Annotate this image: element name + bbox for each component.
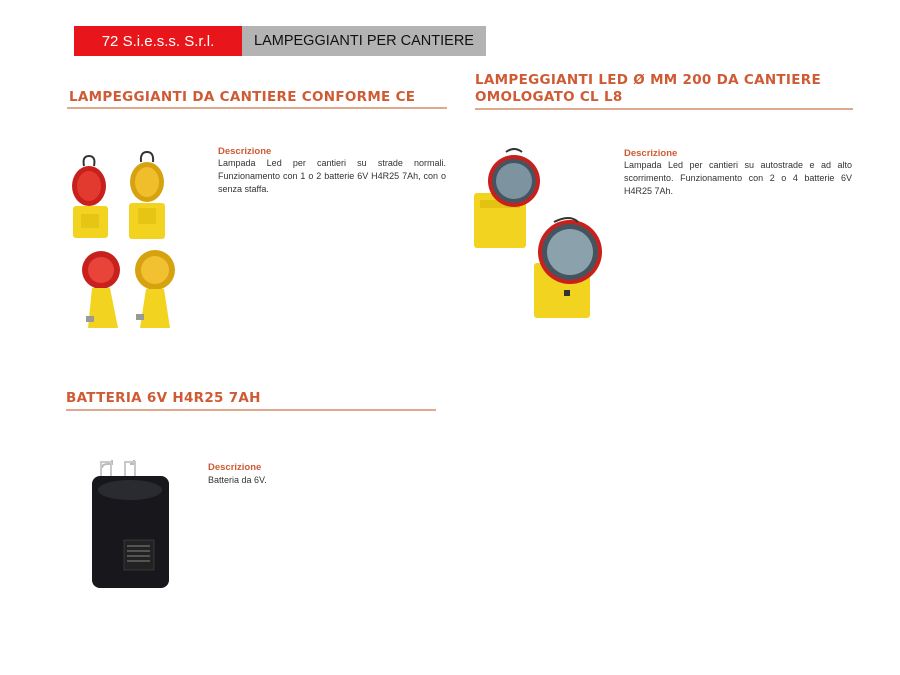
description-label: Descrizione — [208, 462, 262, 473]
section-divider — [67, 107, 447, 109]
ce-warning-lamps-image — [66, 148, 184, 338]
category-tab: LAMPEGGIANTI PER CANTIERE — [242, 26, 486, 56]
section-title-ce-lamps: LAMPEGGIANTI DA CANTIERE CONFORME CE — [69, 89, 416, 105]
battery-image — [90, 460, 172, 590]
section-divider — [66, 409, 436, 411]
yellow-lamp-icon — [129, 152, 165, 239]
section-title-led-lamps: LAMPEGGIANTI LED Ø MM 200 DA CANTIERE OMOLOGATO CL L8 — [475, 72, 821, 105]
led-200mm-lamps-image — [470, 148, 605, 323]
red-lamp-icon — [72, 156, 108, 238]
section-title-battery: BATTERIA 6V H4R25 7AH — [66, 390, 261, 406]
yellow-lamp-bracket-icon — [135, 250, 175, 328]
description-label: Descrizione — [218, 146, 272, 157]
page-number-company-tab: 72 S.i.e.s.s. S.r.l. — [74, 26, 242, 56]
section-divider — [475, 108, 853, 110]
led-lamp-back-icon — [474, 149, 540, 248]
red-lamp-bracket-icon — [82, 251, 120, 328]
led-lamp-front-icon — [534, 218, 602, 318]
description-text: Lampada Led per cantieri su strade normali. Funzionamento con 1 o 2 batterie 6V H4R25 7Ah, con o senza staffa. — [218, 158, 446, 194]
description-label: Descrizione — [624, 148, 678, 159]
description-text: Lampada Led per cantieri su autostrade e ad alto scorrimento. Funzionamento con 2 o 4 batterie 6V H4R25 7Ah. — [624, 160, 852, 196]
description-text: Batteria da 6V. — [208, 475, 267, 485]
